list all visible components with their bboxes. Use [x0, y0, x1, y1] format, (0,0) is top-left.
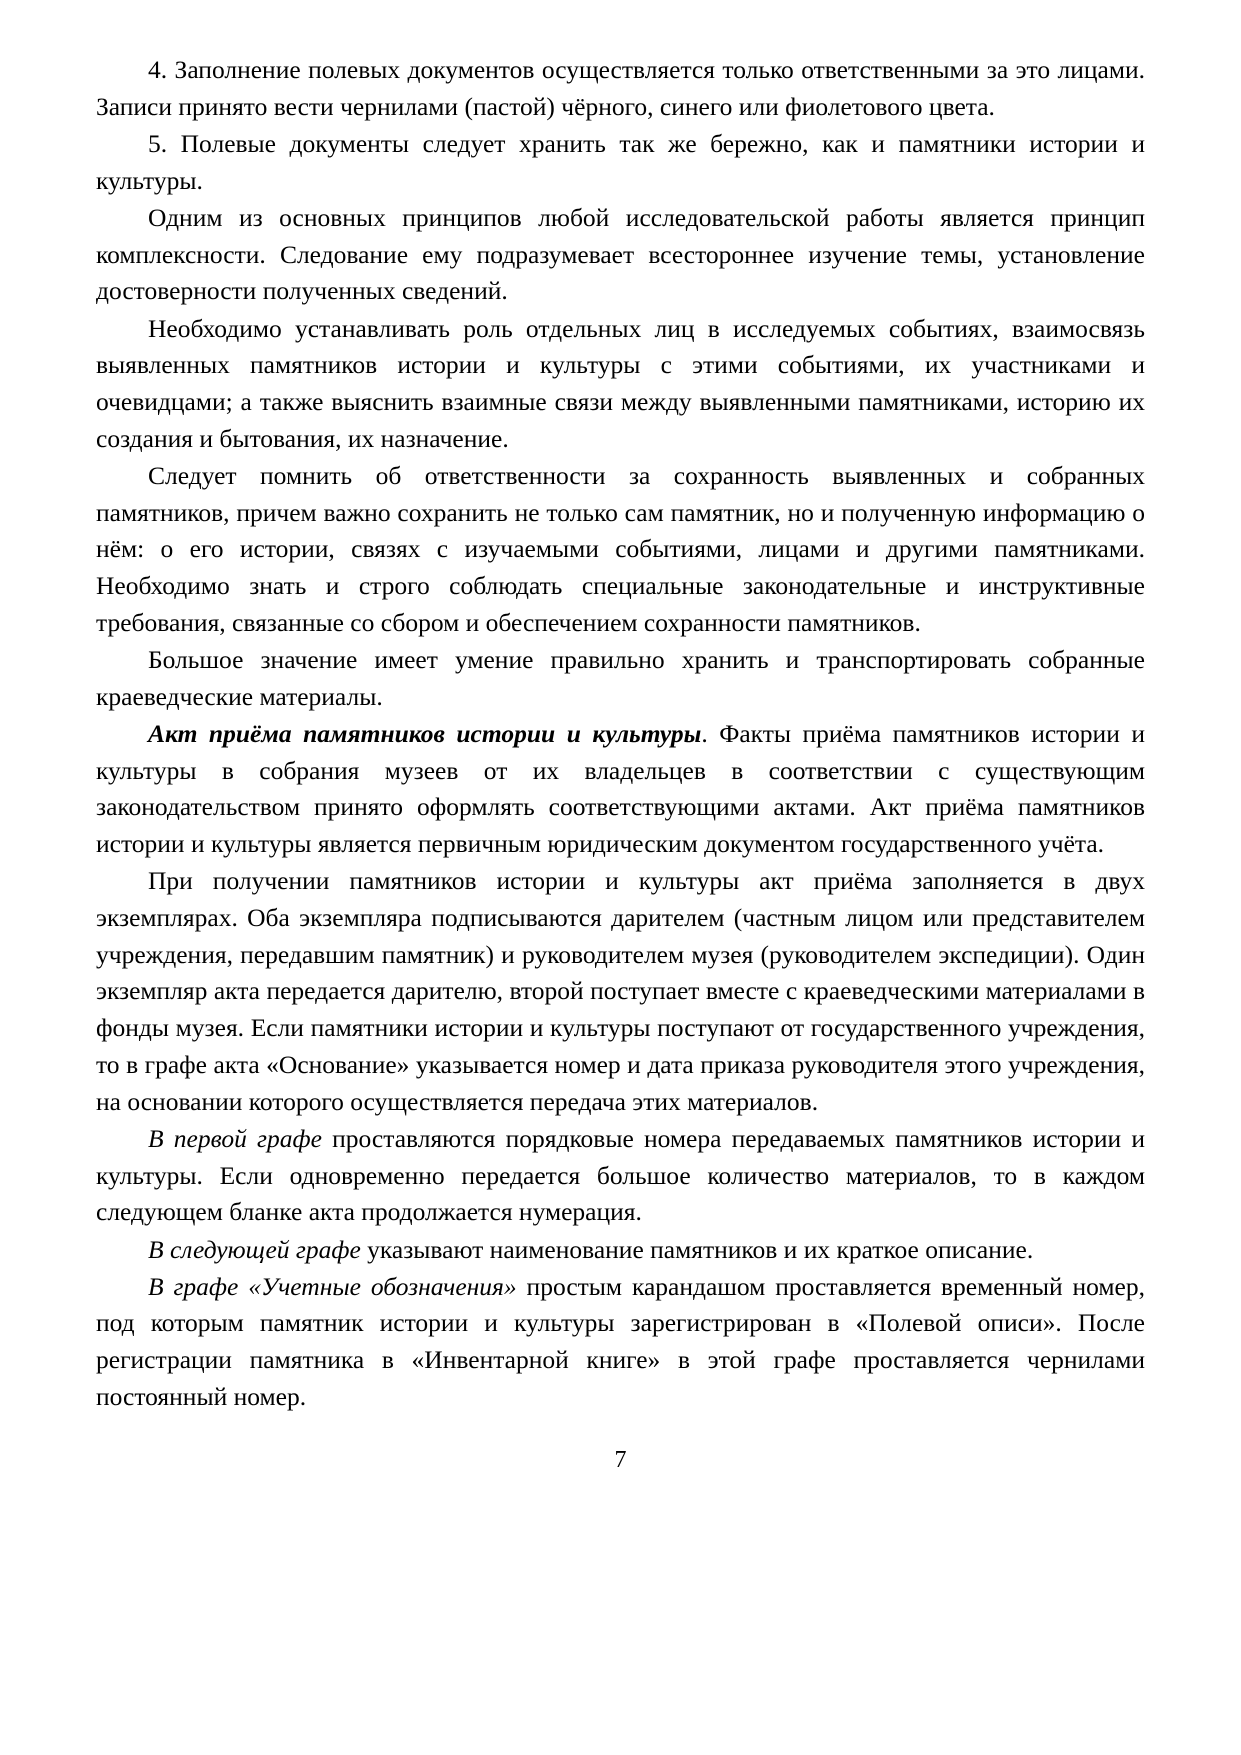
paragraph-act-copies	[96, 863, 1145, 1120]
paragraph-text: указывают наименование памятников и их краткое описание.	[360, 1234, 1034, 1264]
paragraph-roles	[96, 311, 1145, 458]
paragraph-column-1	[96, 1121, 1145, 1231]
paragraph-complexity	[96, 200, 1145, 310]
paragraph-text: простым карандашом проставляется временный номер, под которым памятник истории и культуры зарегистрирован в «Полевой описи». После регистрации памятника в «Инвентарной книге» в этой графе проставляется чернилами постоянный номер.	[96, 1271, 1145, 1411]
paragraph-text: проставляются порядковые номера передаваемых памятников истории и культуры. Если одновременно передается большое количество материалов, то в каждом следующем бланке акта продолжается нумерация.	[96, 1123, 1146, 1227]
paragraph-text: Необходимо устанавливать роль отдельных лиц в исследуемых событиях, взаимосвязь выявленных памятников истории и культуры с этими событиями, их участниками и очевидцами; а также выяснить взаимные связи между выявленными памятниками, историю их создания и бытования, их назначение.	[96, 313, 1145, 453]
paragraph-text: Следует помнить об ответственности за сохранность выявленных и собранных памятников, причем важно сохранить не только сам памятник, но и полученную информацию о нём: о его истории, связях с изучаемыми событиями, лицами и другими памятниками. Необходимо знать и строго соблюдать специальные законодательные и инструктивные требования, связанные со сбором и обеспечением сохранности памятников.	[96, 460, 1145, 637]
paragraph-text: 5. Полевые документы следует хранить так же бережно, как и памятники истории и культуры.	[96, 128, 1145, 195]
paragraph-lead-emphasis: В графе «Учетные обозначения»	[148, 1271, 517, 1301]
paragraph-text: Одним из основных принципов любой исследовательской работы является принцип комплексности. Следование ему подразумевает всестороннее изучение темы, установление достоверности полученных сведений.	[96, 202, 1145, 306]
document-text-body	[96, 52, 1145, 1474]
paragraph-act	[96, 716, 1145, 863]
paragraph-text: . Факты приёма памятников истории и культуры в собрания музеев от их владельцев в соответствии с существующим законодательством принято оформлять соответствующими актами. Акт приёма памятников истории и культуры является первичным юридическим документом государственного учёта.	[96, 718, 1145, 859]
paragraph-text: При получении памятников истории и культуры акт приёма заполняется в двух экземплярах. Оба экземпляра подписываются дарителем (частным лицом или представителем учреждения, передавшим памятник) и руководителем музея (руководителем экспедиции). Один экземпляр акта передается дарителю, второй поступает вместе с краеведческими материалами в фонды музея. Если памятники истории и культуры поступают от государственного учреждения, то в графе акта «Основание» указывается номер и дата приказа руководителя этого учреждения, на основании которого осуществляется передача этих материалов.	[96, 866, 1145, 1116]
paragraph-column-marks	[96, 1269, 1145, 1416]
paragraph-lead-emphasis: В следующей графе	[148, 1234, 361, 1264]
paragraph-column-next	[96, 1232, 1145, 1269]
paragraph-text: 4. Заполнение полевых документов осуществляется только ответственными за это лицами. Записи принято вести чернилами (пастой) чёрного, синего или фиолетового цвета.	[96, 55, 1145, 121]
paragraph-lead-emphasis: Акт приёма памятников истории и культуры	[148, 718, 702, 748]
paragraph-item-5	[96, 126, 1145, 199]
paragraph-storage	[96, 642, 1145, 715]
page-number: 7	[614, 1446, 627, 1473]
paragraph-responsibility	[96, 458, 1145, 642]
paragraph-lead-emphasis: В первой графе	[148, 1123, 322, 1153]
paragraph-text: Большое значение имеет умение правильно хранить и транспортировать собранные краеведческие материалы.	[96, 645, 1145, 711]
paragraph-item-4	[96, 52, 1145, 125]
